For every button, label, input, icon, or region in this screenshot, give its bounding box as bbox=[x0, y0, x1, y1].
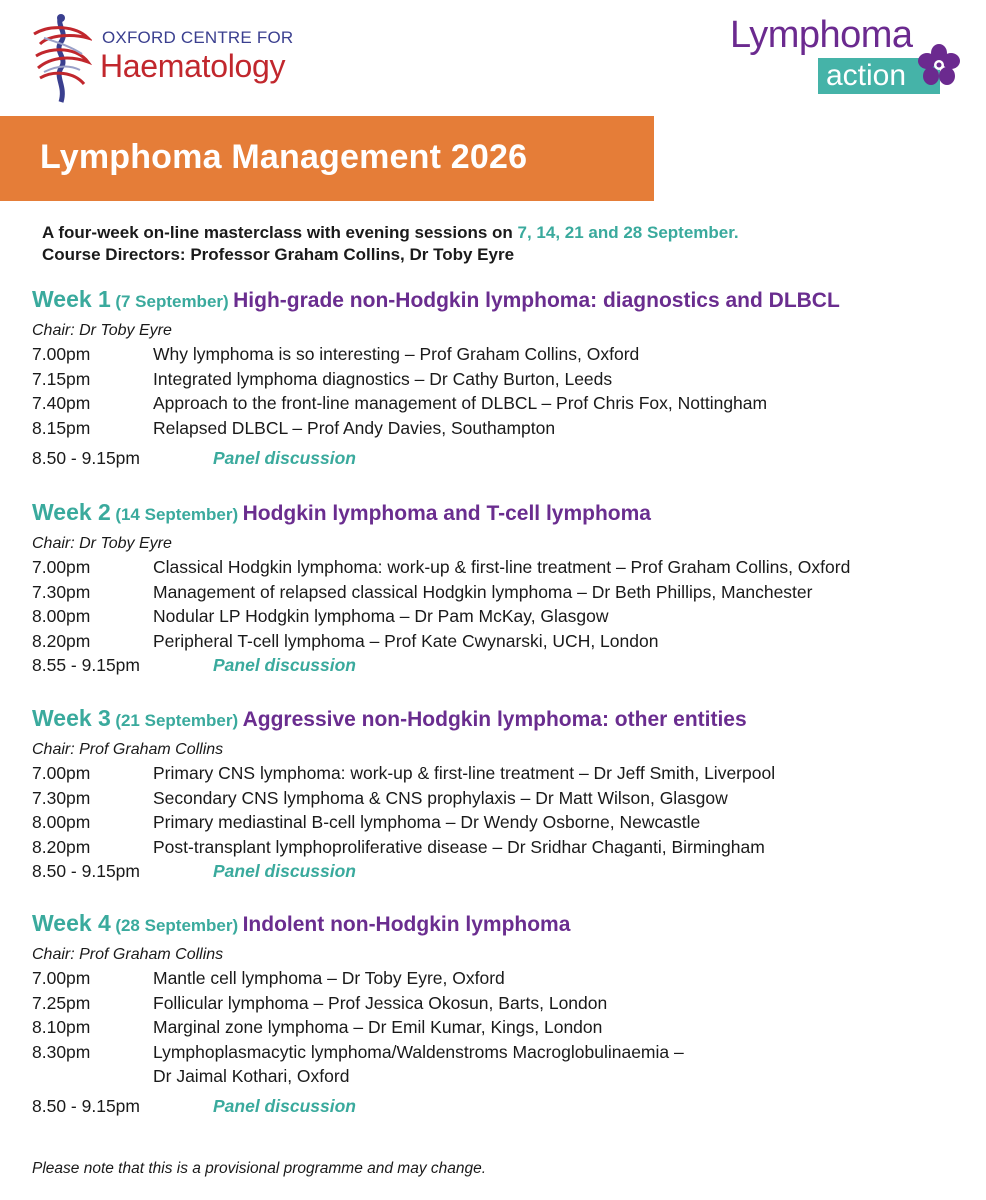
session-time: 7.00pm bbox=[32, 344, 91, 364]
session-row bbox=[32, 810, 747, 835]
course-directors: Course Directors: Professor Graham Collins, Dr Toby Eyre bbox=[42, 245, 515, 264]
session-desc: Mantle cell lymphoma – Dr Toby Eyre, Oxford bbox=[153, 968, 505, 988]
session-desc: Secondary CNS lymphoma & CNS prophylaxis – Dr Matt Wilson, Glasgow bbox=[153, 787, 728, 808]
session-row bbox=[32, 1015, 603, 1040]
panel-time: 8.50 - 9.15pm bbox=[32, 448, 140, 468]
panel-row bbox=[32, 653, 651, 678]
la-word1: Lymphoma bbox=[730, 14, 913, 56]
session-row bbox=[32, 555, 851, 580]
session-desc: Peripheral T-cell lymphoma – Prof Kate Cwynarski, UCH, London bbox=[153, 630, 659, 651]
week-heading bbox=[32, 499, 651, 533]
session-desc-block bbox=[153, 1040, 953, 1088]
session-desc: Lymphoplasmacytic lymphoma/Waldenstroms Macroglobulinaemia – bbox=[153, 1041, 684, 1062]
session-time: 7.30pm bbox=[32, 581, 91, 602]
week-title: Aggressive non-Hodgkin lymphoma: other entities bbox=[242, 708, 747, 731]
violet-flower-icon bbox=[918, 44, 960, 86]
session-row bbox=[32, 991, 608, 1016]
session-row bbox=[32, 786, 747, 811]
session-row bbox=[32, 391, 840, 416]
haematology-figure-icon bbox=[30, 12, 92, 104]
session-chair: Chair: Dr Toby Eyre bbox=[32, 322, 172, 339]
session-chair: Chair: Prof Graham Collins bbox=[32, 946, 224, 963]
session-chair: Chair: Dr Toby Eyre bbox=[32, 535, 172, 552]
panel-label: Panel discussion bbox=[213, 861, 356, 881]
week-date: (14 September) bbox=[115, 505, 239, 524]
week-3-section bbox=[32, 705, 776, 884]
session-row bbox=[32, 342, 840, 367]
session-desc: Management of relapsed classical Hodgkin lymphoma – Dr Beth Phillips, Manchester bbox=[153, 581, 813, 602]
week-heading bbox=[32, 910, 570, 944]
panel-label: Panel discussion bbox=[213, 1095, 356, 1116]
intro-line1 bbox=[42, 222, 739, 244]
la-word2: action bbox=[826, 59, 907, 92]
session-time: 7.00pm bbox=[32, 763, 91, 783]
session-chair: Chair: Prof Graham Collins bbox=[32, 741, 224, 758]
session-time: 7.40pm bbox=[32, 393, 91, 413]
session-time: 8.15pm bbox=[32, 417, 91, 438]
session-time: 8.00pm bbox=[32, 606, 91, 626]
panel-label: Panel discussion bbox=[213, 448, 356, 468]
ocfh-line1: OXFORD CENTRE FOR bbox=[102, 28, 294, 47]
provisional-note: Please note that this is a provisional programme and may change. bbox=[32, 1160, 487, 1177]
session-row bbox=[32, 1040, 684, 1088]
week-heading bbox=[32, 705, 747, 739]
session-row bbox=[32, 629, 659, 654]
week-label: Week 4 bbox=[32, 910, 111, 936]
session-time: 7.00pm bbox=[32, 557, 91, 577]
week-label: Week 1 bbox=[32, 286, 111, 312]
intro-block bbox=[42, 222, 739, 266]
session-time: 7.30pm bbox=[32, 787, 91, 808]
panel-row bbox=[32, 446, 840, 471]
week-date: (21 September) bbox=[115, 711, 239, 730]
session-desc: Why lymphoma is so interesting – Prof Graham Collins, Oxford bbox=[153, 344, 640, 364]
page-title: Lymphoma Management 2026 bbox=[40, 138, 528, 176]
week-2-section bbox=[32, 499, 851, 678]
panel-time: 8.50 - 9.15pm bbox=[32, 861, 140, 881]
session-time: 8.00pm bbox=[32, 812, 91, 832]
session-time: 8.10pm bbox=[32, 1017, 91, 1037]
week-label: Week 2 bbox=[32, 499, 111, 525]
week-label: Week 3 bbox=[32, 705, 111, 731]
session-row bbox=[32, 604, 651, 629]
session-time: 8.20pm bbox=[32, 630, 91, 651]
session-row bbox=[32, 761, 776, 786]
intro-line1-prefix: A four-week on-line masterclass with evening sessions on bbox=[42, 223, 518, 242]
session-desc: Follicular lymphoma – Prof Jessica Okosun, Barts, London bbox=[153, 992, 608, 1013]
session-time: 8.30pm bbox=[32, 1041, 91, 1062]
session-desc: Primary mediastinal B-cell lymphoma – Dr Wendy Osborne, Newcastle bbox=[153, 812, 701, 832]
session-row bbox=[32, 580, 813, 605]
session-time: 7.25pm bbox=[32, 992, 91, 1013]
session-desc-line2: Dr Jaimal Kothari, Oxford bbox=[153, 1065, 350, 1086]
panel-row bbox=[32, 859, 747, 884]
week-title: Hodgkin lymphoma and T-cell lymphoma bbox=[242, 502, 651, 525]
oxford-centre-logo bbox=[30, 12, 300, 107]
week-date: (28 September) bbox=[115, 916, 239, 935]
session-desc: Approach to the front-line management of DLBCL – Prof Chris Fox, Nottingham bbox=[153, 393, 768, 413]
session-time: 7.15pm bbox=[32, 368, 91, 389]
lymphoma-action-logo bbox=[730, 14, 960, 100]
panel-time: 8.55 - 9.15pm bbox=[32, 655, 140, 675]
ocfh-line2: Haematology bbox=[100, 48, 286, 84]
session-desc: Integrated lymphoma diagnostics – Dr Cathy Burton, Leeds bbox=[153, 368, 613, 389]
session-row bbox=[32, 835, 765, 860]
session-desc: Classical Hodgkin lymphoma: work-up & first-line treatment – Prof Graham Collins, Oxford bbox=[153, 557, 851, 577]
session-time: 8.20pm bbox=[32, 836, 91, 857]
session-time: 7.00pm bbox=[32, 968, 91, 988]
week-title: High-grade non-Hodgkin lymphoma: diagnostics and DLBCL bbox=[233, 289, 840, 312]
panel-time: 8.50 - 9.15pm bbox=[32, 1095, 140, 1116]
session-desc: Post-transplant lymphoproliferative disease – Dr Sridhar Chaganti, Birmingham bbox=[153, 836, 765, 857]
session-row bbox=[32, 367, 840, 392]
week-1-section bbox=[32, 286, 840, 471]
week-4-section bbox=[32, 910, 684, 1118]
session-desc: Nodular LP Hodgkin lymphoma – Dr Pam McKay, Glasgow bbox=[153, 606, 609, 626]
week-title: Indolent non-Hodgkin lymphoma bbox=[242, 913, 571, 936]
week-date: (7 September) bbox=[115, 292, 229, 311]
session-row bbox=[32, 966, 570, 991]
session-desc: Marginal zone lymphoma – Dr Emil Kumar, Kings, London bbox=[153, 1017, 603, 1037]
session-desc: Primary CNS lymphoma: work-up & first-line treatment – Dr Jeff Smith, Liverpool bbox=[153, 763, 776, 783]
panel-row bbox=[32, 1094, 570, 1119]
panel-label: Panel discussion bbox=[213, 655, 356, 675]
session-row bbox=[32, 416, 840, 441]
intro-dates: 7, 14, 21 and 28 September. bbox=[517, 223, 739, 242]
session-desc: Relapsed DLBCL – Prof Andy Davies, Southampton bbox=[153, 417, 556, 438]
week-heading bbox=[32, 286, 840, 320]
